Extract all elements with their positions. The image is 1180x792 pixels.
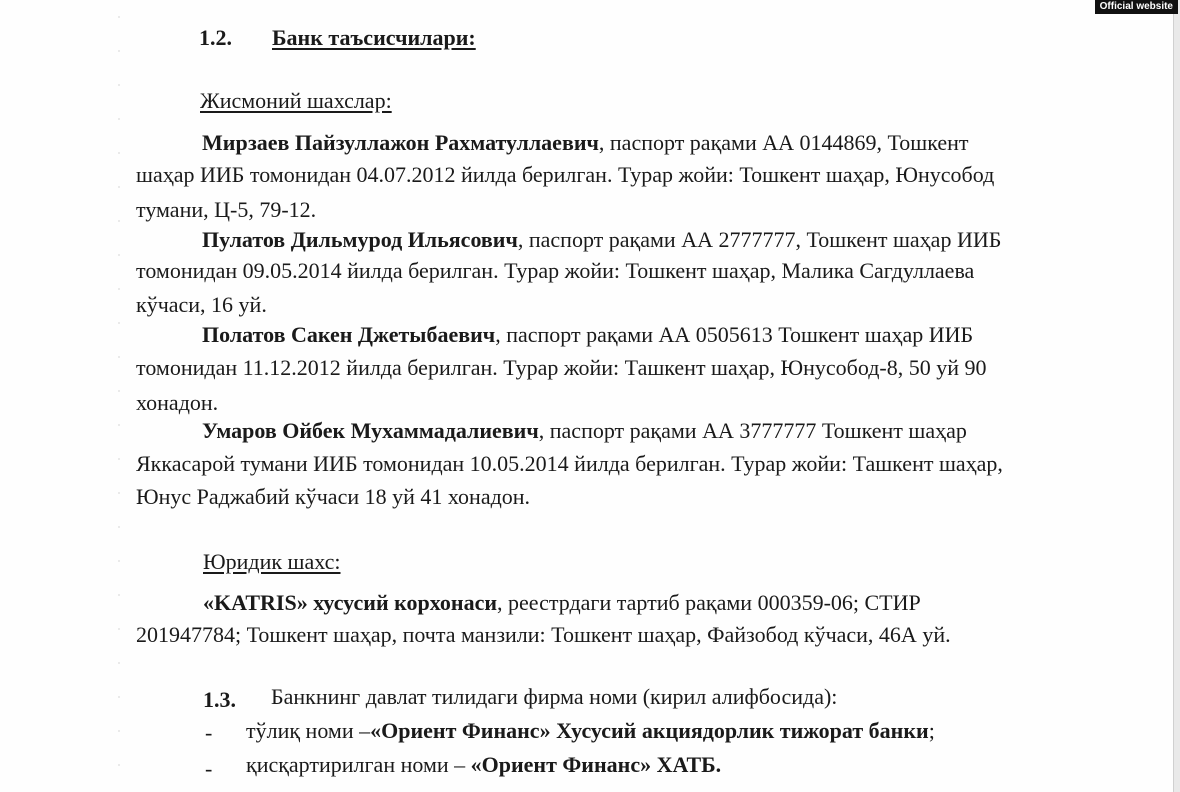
list-item-dash: - — [205, 720, 213, 745]
short-name-item — [246, 752, 721, 778]
legal-entity-line-2: 201947784; Тошкент шаҳар, почта манзили: Тошкент шаҳар, Файзобод кўчаси, 46А уй. — [136, 622, 951, 647]
person-2-line-1 — [202, 227, 1001, 253]
section-1-2-title: Банк таъсисчилари: — [272, 25, 476, 50]
legal-entity-line-1 — [203, 590, 921, 616]
person-4-passport: , паспорт рақами АА 3777777 Тошкент шаҳар — [538, 418, 967, 443]
person-3-passport: , паспорт рақами АА 0505613 Тошкент шаҳар ИИБ — [495, 322, 974, 347]
scan-margin-dots — [118, 0, 120, 792]
person-2-line-3: кўчаси, 16 уй. — [136, 292, 267, 317]
person-2-name: Пулатов Дильмурод Ильясович — [202, 227, 518, 252]
individuals-heading: Жисмоний шахслар: — [200, 88, 392, 113]
person-2-line-2: томонидан 09.05.2014 йилда берилган. Турар жойи: Тошкент шаҳар, Малика Сагдуллаева — [136, 258, 975, 283]
person-4-line-1 — [202, 418, 967, 444]
person-3-name: Полатов Сакен Джетыбаевич — [202, 322, 496, 347]
person-1-passport: , паспорт рақами АА 0144869, Тошкент — [598, 130, 969, 155]
person-1-line-2: шаҳар ИИБ томонидан 04.07.2012 йилда берилган. Турар жойи: Тошкент шаҳар, Юнусобод — [136, 162, 995, 187]
full-name-prefix: тўлиқ номи – — [246, 718, 371, 743]
person-4-name: Умаров Ойбек Мухаммадалиевич — [202, 418, 539, 443]
person-4-line-2: Яккасарой тумани ИИБ томонидан 10.05.2014 йилда берилган. Турар жойи: Ташкент шаҳар, — [136, 451, 1003, 476]
legal-entity-registry: , реестрдаги тартиб рақами 000359-06; СТИР — [497, 590, 921, 615]
person-4-line-3: Юнус Раджабий кўчаси 18 уй 41 хонадон. — [136, 484, 531, 509]
short-name-prefix: қисқартирилган номи – — [246, 752, 471, 777]
full-name-value: «Ориент Финанс» Хусусий акциядорлик тижорат банки — [370, 718, 929, 743]
list-item-dash: - — [205, 756, 213, 781]
person-3-line-3: хонадон. — [136, 390, 219, 415]
person-3-line-1 — [202, 322, 973, 348]
legal-entity-heading: Юридик шахс: — [203, 549, 341, 574]
full-name-suffix: ; — [928, 718, 935, 743]
section-1-2-number: 1.2. — [199, 25, 232, 50]
person-3-line-2: томонидан 11.12.2012 йилда берилган. Турар жойи: Ташкент шаҳар, Юнусобод-8, 50 уй 90 — [136, 355, 987, 380]
short-name-value: «Ориент Финанс» ХАТБ. — [470, 752, 722, 777]
section-1-3-title: Банкнинг давлат тилидаги фирма номи (кирил алифбосида): — [271, 684, 838, 709]
legal-entity-name: «KATRIS» хусусий корхонаси — [203, 590, 498, 615]
official-website-badge[interactable]: Official website — [1095, 0, 1178, 14]
person-2-passport: , паспорт рақами АА 2777777, Тошкент шаҳар ИИБ — [517, 227, 1002, 252]
person-1-name: Мирзаев Пайзуллажон Рахматуллаевич — [202, 130, 599, 155]
full-name-item — [246, 718, 935, 744]
section-1-3-number: 1.3. — [203, 687, 236, 712]
person-1-line-1 — [202, 130, 1098, 156]
person-1-line-3: тумани, Ц-5, 79-12. — [136, 197, 317, 222]
page-edge — [1173, 0, 1180, 792]
